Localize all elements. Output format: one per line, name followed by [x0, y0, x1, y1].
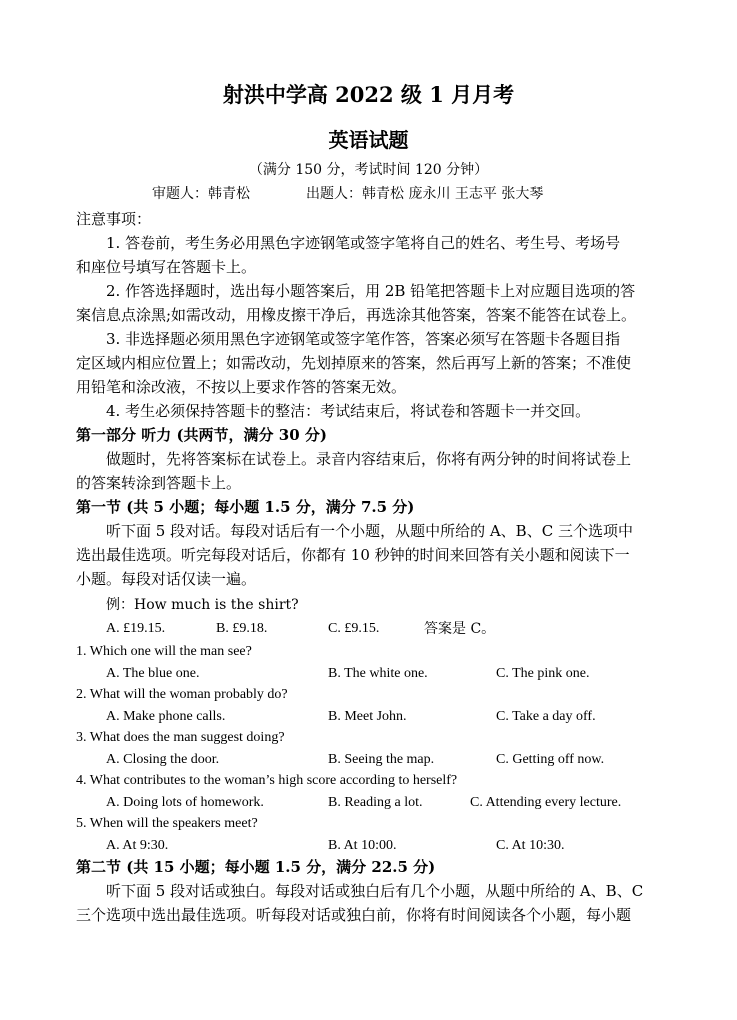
- notice-line: 和座位号填写在答题卡上。: [76, 258, 257, 276]
- example-option-c: C. £9.15.: [328, 621, 380, 636]
- notice-line: 2. 作答选择题时，选出每小题答案后，用 2B 铅笔把答题卡上对应题目选项的答: [106, 282, 636, 300]
- notice-line: 4. 考生必须保持答题卡的整洁：考试结束后，将试卷和答题卡一并交回。: [106, 402, 591, 420]
- notice-line: 用铅笔和涂改液，不按以上要求作答的答案无效。: [76, 378, 407, 396]
- question-2-option-c: C. Take a day off.: [496, 709, 596, 724]
- question-1-option-c: C. The pink one.: [496, 666, 590, 681]
- reviewer: 审题人：韩青松: [152, 186, 250, 202]
- score-time-note: （满分 150 分，考试时间 120 分钟）: [248, 162, 489, 178]
- question-5-option-b: B. At 10:00.: [328, 838, 397, 853]
- authors: 出题人：韩青松 庞永川 王志平 张大琴: [306, 186, 544, 202]
- notice-line: 3. 非选择题必须用黑色字迹钢笔或签字笔作答，答案必须写在答题卡各题目指: [106, 330, 621, 348]
- part1-intro-line: 做题时，先将答案标在试卷上。录音内容结束后，你将有两分钟的时间将试卷上: [106, 450, 632, 468]
- notice-line: 定区域内相应位置上；如需改动，先划掉原来的答案，然后再写上新的答案；不准使: [76, 354, 632, 372]
- example-option-b: B. £9.18.: [216, 621, 268, 636]
- question-2-option-a: A. Make phone calls.: [106, 709, 226, 724]
- notice-heading: 注意事项：: [76, 210, 152, 228]
- question-4-option-a: A. Doing lots of homework.: [106, 795, 264, 810]
- notice-line: 案信息点涂黑;如需改动，用橡皮擦干净后，再选涂其他答案，答案不能答在试卷上。: [76, 306, 637, 324]
- question-1: 1. Which one will the man see?: [76, 644, 252, 659]
- question-4-option-b: B. Reading a lot.: [328, 795, 423, 810]
- question-5-option-c: C. At 10:30.: [496, 838, 565, 853]
- question-3-option-a: A. Closing the door.: [106, 752, 220, 767]
- section2-intro-line: 听下面 5 段对话或独白。每段对话或独白后有几个小题，从题中所给的 A、B、C: [106, 882, 644, 900]
- part1-intro-line: 的答案转涂到答题卡上。: [76, 474, 242, 492]
- question-1-option-b: B. The white one.: [328, 666, 428, 681]
- section1-intro-line: 选出最佳选项。听完每段对话后，你都有 10 秒钟的时间来回答有关小题和阅读下一: [76, 546, 630, 564]
- question-4-option-c: C. Attending every lecture.: [470, 795, 622, 810]
- section2-heading: 第二节 (共 15 小题；每小题 1.5 分，满分 22.5 分): [76, 858, 436, 876]
- question-5: 5. When will the speakers meet?: [76, 816, 258, 831]
- question-2-option-b: B. Meet John.: [328, 709, 407, 724]
- example-option-a: A. £19.15.: [106, 621, 166, 636]
- exam-subject: 英语试题: [328, 128, 409, 152]
- example-question: 例：How much is the shirt?: [106, 597, 299, 613]
- question-5-option-a: A. At 9:30.: [106, 838, 169, 853]
- section1-intro-line: 听下面 5 段对话。每段对话后有一个小题，从题中所给的 A、B、C 三个选项中: [106, 522, 633, 540]
- exam-title: 射洪中学高 2022 级 1 月月考: [222, 82, 515, 107]
- section2-intro-line: 三个选项中选出最佳选项。听每段对话或独白前，你将有时间阅读各个小题，每小题: [76, 906, 632, 924]
- section1-intro-line: 小题。每段对话仅读一遍。: [76, 570, 257, 588]
- question-4: 4. What contributes to the woman’s high score according to herself?: [76, 773, 458, 788]
- part1-heading: 第一部分 听力 (共两节，满分 30 分): [76, 426, 327, 444]
- question-3-option-b: B. Seeing the map.: [328, 752, 435, 767]
- question-3: 3. What does the man suggest doing?: [76, 730, 285, 745]
- question-3-option-c: C. Getting off now.: [496, 752, 605, 767]
- question-2: 2. What will the woman probably do?: [76, 687, 288, 702]
- notice-line: 1. 答卷前，考生务必用黑色字迹钢笔或签字笔将自己的姓名、考生号、考场号: [106, 234, 621, 252]
- section1-heading: 第一节 (共 5 小题；每小题 1.5 分，满分 7.5 分): [76, 498, 415, 516]
- example-answer: 答案是 C。: [424, 621, 496, 637]
- question-1-option-a: A. The blue one.: [106, 666, 200, 681]
